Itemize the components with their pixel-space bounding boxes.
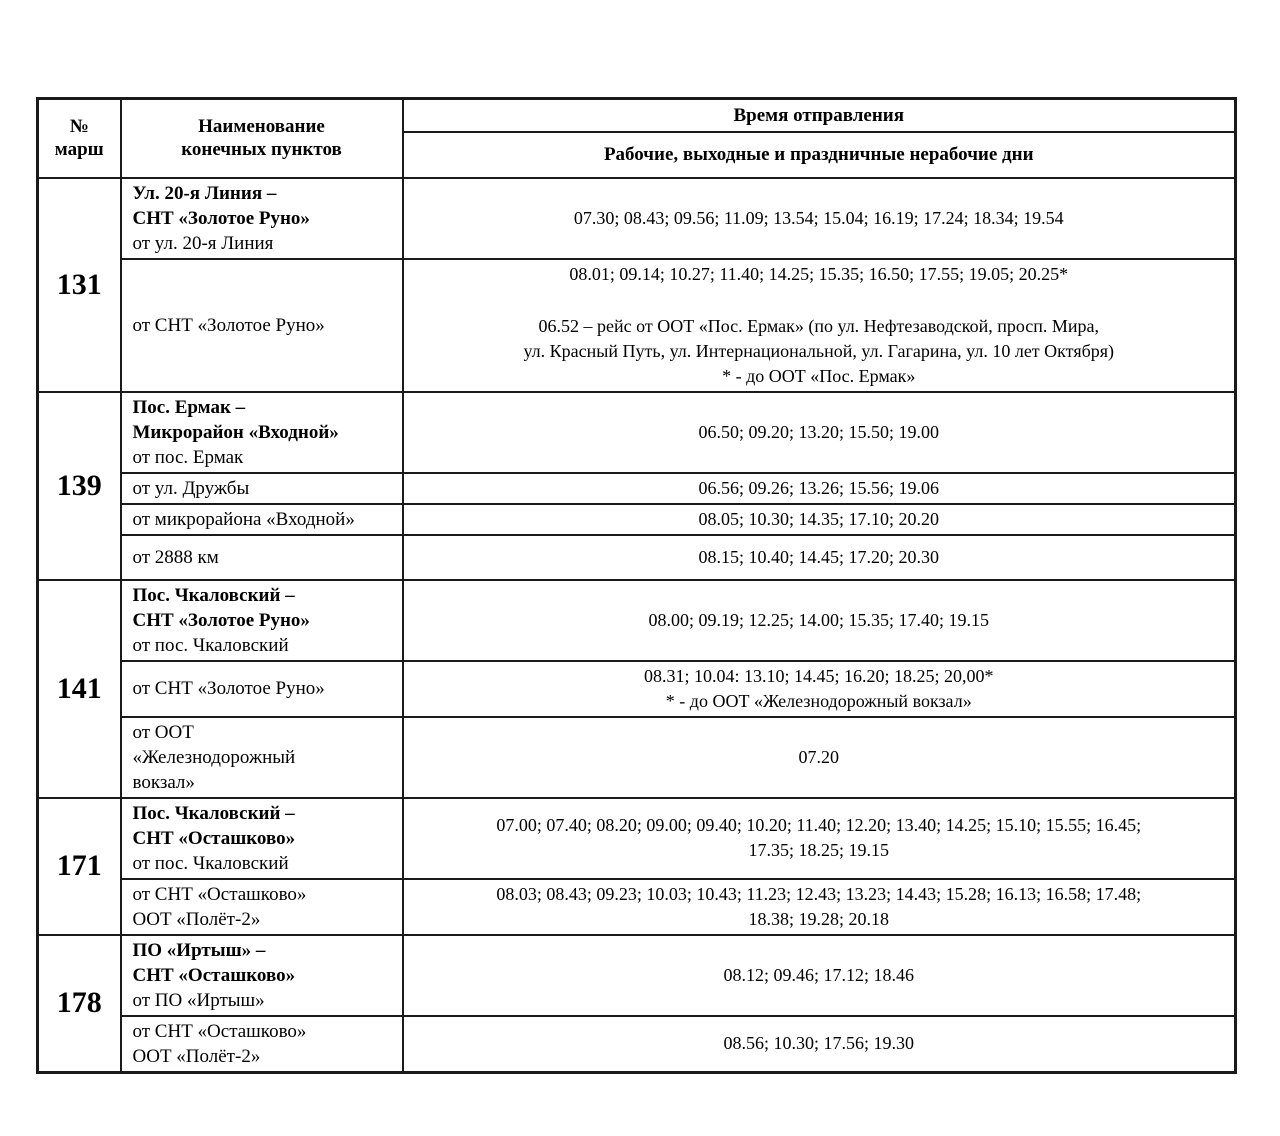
times-line: 07.00; 07.40; 08.20; 09.00; 09.40; 10.20; 11.40; 12.20; 13.40; 14.25; 15.10; 15.55; 16.45; bbox=[496, 815, 1142, 835]
endpoint-title-line: Пос. Чкаловский – bbox=[132, 584, 295, 606]
times-line: 17.35; 18.25; 19.15 bbox=[748, 840, 889, 860]
table-row bbox=[38, 178, 1236, 259]
endpoint-from-line: «Железнодорожный bbox=[132, 746, 296, 768]
table-row bbox=[38, 392, 1236, 473]
table-row bbox=[38, 580, 1236, 661]
times-line: 08.01; 09.14; 10.27; 11.40; 14.25; 15.35; 16.50; 17.55; 19.05; 20.25* bbox=[569, 263, 1069, 284]
endpoint-from-line: от СНТ «Золотое Руно» bbox=[132, 314, 325, 336]
endpoint-from-line: вокзал» bbox=[132, 771, 195, 793]
route-endpoint-label bbox=[121, 661, 403, 717]
times-note-line: * - до ООТ «Пос. Ермак» bbox=[722, 365, 916, 386]
times-line: 08.56; 10.30; 17.56; 19.30 bbox=[723, 1033, 914, 1053]
route-endpoint-label bbox=[121, 504, 403, 535]
endpoint-from-line: от микрорайона «Входной» bbox=[132, 508, 355, 530]
endpoint-title-line: СНТ «Осташково» bbox=[132, 964, 296, 986]
route-endpoint-label bbox=[121, 392, 403, 473]
endpoint-from-line: от СНТ «Осташково» bbox=[132, 1020, 307, 1042]
route-endpoint-label bbox=[121, 473, 403, 504]
route-endpoint-label bbox=[121, 717, 403, 798]
table-row bbox=[38, 535, 1236, 580]
times-note-line: ул. Красный Путь, ул. Интернациональной, ул. Гагарина, ул. 10 лет Октября) bbox=[523, 340, 1115, 361]
departure-times bbox=[403, 661, 1236, 717]
table-row bbox=[38, 717, 1236, 798]
table-row bbox=[38, 1016, 1236, 1073]
table-header bbox=[38, 99, 1236, 178]
endpoint-from-line: от пос. Чкаловский bbox=[132, 852, 289, 874]
times-line: 08.15; 10.40; 14.45; 17.20; 20.30 bbox=[698, 546, 939, 567]
times-line: 18.38; 19.28; 20.18 bbox=[748, 908, 889, 929]
endpoint-title-line: Ул. 20-я Линия – bbox=[132, 182, 277, 204]
endpoint-from-line: ООТ «Полёт-2» bbox=[132, 1045, 261, 1067]
endpoint-from-line: от СНТ «Золотое Руно» bbox=[132, 678, 325, 699]
endpoint-title-line: Пос. Чкаловский – bbox=[132, 802, 295, 824]
endpoint-from-line: от пос. Ермак bbox=[132, 446, 244, 468]
departure-times bbox=[403, 504, 1236, 535]
times-note-line: * - до ООТ «Железнодорожный вокзал» bbox=[665, 690, 972, 711]
table-row bbox=[38, 879, 1236, 935]
endpoint-title-line: ПО «Иртыш» – bbox=[132, 939, 266, 961]
endpoint-from-line: от ул. Дружбы bbox=[132, 477, 250, 499]
endpoint-from-line: от ул. 20-я Линия bbox=[132, 232, 274, 254]
header-departure-time: Время отправления bbox=[403, 99, 1236, 132]
table-row bbox=[38, 259, 1236, 392]
route-endpoint-label bbox=[121, 259, 403, 392]
route-endpoint-label bbox=[121, 535, 403, 580]
departure-times bbox=[403, 259, 1236, 392]
route-endpoint-label bbox=[121, 935, 403, 1016]
times-line: 08.12; 09.46; 17.12; 18.46 bbox=[723, 964, 914, 985]
route-number: 131 bbox=[38, 178, 121, 392]
endpoint-from-line: ООТ «Полёт-2» bbox=[132, 908, 261, 930]
route-endpoint-label bbox=[121, 879, 403, 935]
table-row bbox=[38, 661, 1236, 717]
header-endpoints-line2: конечных пунктов bbox=[181, 139, 342, 161]
endpoint-from-line: от пос. Чкаловский bbox=[132, 634, 289, 656]
route-number: 141 bbox=[38, 580, 121, 798]
departure-times bbox=[403, 535, 1236, 580]
endpoint-title-line: Микрорайон «Входной» bbox=[132, 421, 339, 443]
times-line: 08.31; 10.04: 13.10; 14.45; 16.20; 18.25; 20,00* bbox=[643, 665, 994, 686]
bus-schedule-table bbox=[36, 97, 1237, 1074]
departure-times bbox=[403, 473, 1236, 504]
header-route-number-line1: № bbox=[69, 116, 89, 138]
endpoint-from-line: от СНТ «Осташково» bbox=[132, 883, 307, 905]
table-row bbox=[38, 935, 1236, 1016]
times-line: 08.05; 10.30; 14.35; 17.10; 20.20 bbox=[698, 508, 939, 529]
endpoint-from-line: от 2888 км bbox=[132, 546, 219, 568]
spacer bbox=[410, 287, 1229, 314]
header-route-number bbox=[38, 99, 121, 178]
endpoint-title-line: СНТ «Золотое Руно» bbox=[132, 207, 310, 229]
departure-times bbox=[403, 1016, 1236, 1073]
departure-times bbox=[403, 392, 1236, 473]
table-row bbox=[38, 798, 1236, 879]
times-note-line: 06.52 – рейс от ООТ «Пос. Ермак» (по ул. Нефтезаводской, просп. Мира, bbox=[538, 315, 1100, 336]
route-endpoint-label bbox=[121, 1016, 403, 1073]
header-route-number-line2: марш bbox=[54, 139, 104, 161]
endpoint-from-line: от ООТ bbox=[132, 721, 194, 743]
departure-times bbox=[403, 178, 1236, 259]
times-line: 06.50; 09.20; 13.20; 15.50; 19.00 bbox=[698, 421, 939, 442]
departure-times bbox=[403, 580, 1236, 661]
route-endpoint-label bbox=[121, 580, 403, 661]
times-line: 06.56; 09.26; 13.26; 15.56; 19.06 bbox=[698, 477, 939, 498]
route-endpoint-label bbox=[121, 798, 403, 879]
departure-times bbox=[403, 879, 1236, 935]
table-row bbox=[38, 473, 1236, 504]
endpoint-title-line: СНТ «Осташково» bbox=[132, 827, 296, 849]
header-endpoints bbox=[121, 99, 403, 178]
endpoint-from-line: от ПО «Иртыш» bbox=[132, 989, 265, 1011]
route-number: 178 bbox=[38, 935, 121, 1073]
departure-times bbox=[403, 717, 1236, 798]
departure-times bbox=[403, 935, 1236, 1016]
departure-times bbox=[403, 798, 1236, 879]
times-line: 08.00; 09.19; 12.25; 14.00; 15.35; 17.40; 19.15 bbox=[648, 609, 989, 630]
route-number: 139 bbox=[38, 392, 121, 580]
times-line: 07.20 bbox=[798, 746, 839, 767]
endpoint-title-line: Пос. Ермак – bbox=[132, 396, 246, 418]
header-day-types: Рабочие, выходные и праздничные нерабочие дни bbox=[403, 132, 1236, 178]
route-number: 171 bbox=[38, 798, 121, 935]
times-line: 07.30; 08.43; 09.56; 11.09; 13.54; 15.04; 16.19; 17.24; 18.34; 19.54 bbox=[573, 207, 1064, 228]
route-endpoint-label bbox=[121, 178, 403, 259]
header-endpoints-line1: Наименование bbox=[198, 116, 325, 138]
times-line: 08.03; 08.43; 09.23; 10.03; 10.43; 11.23; 12.43; 13.23; 14.43; 15.28; 16.13; 16.58; 17.48; bbox=[496, 883, 1142, 904]
endpoint-title-line: СНТ «Золотое Руно» bbox=[132, 609, 310, 631]
table-row bbox=[38, 504, 1236, 535]
